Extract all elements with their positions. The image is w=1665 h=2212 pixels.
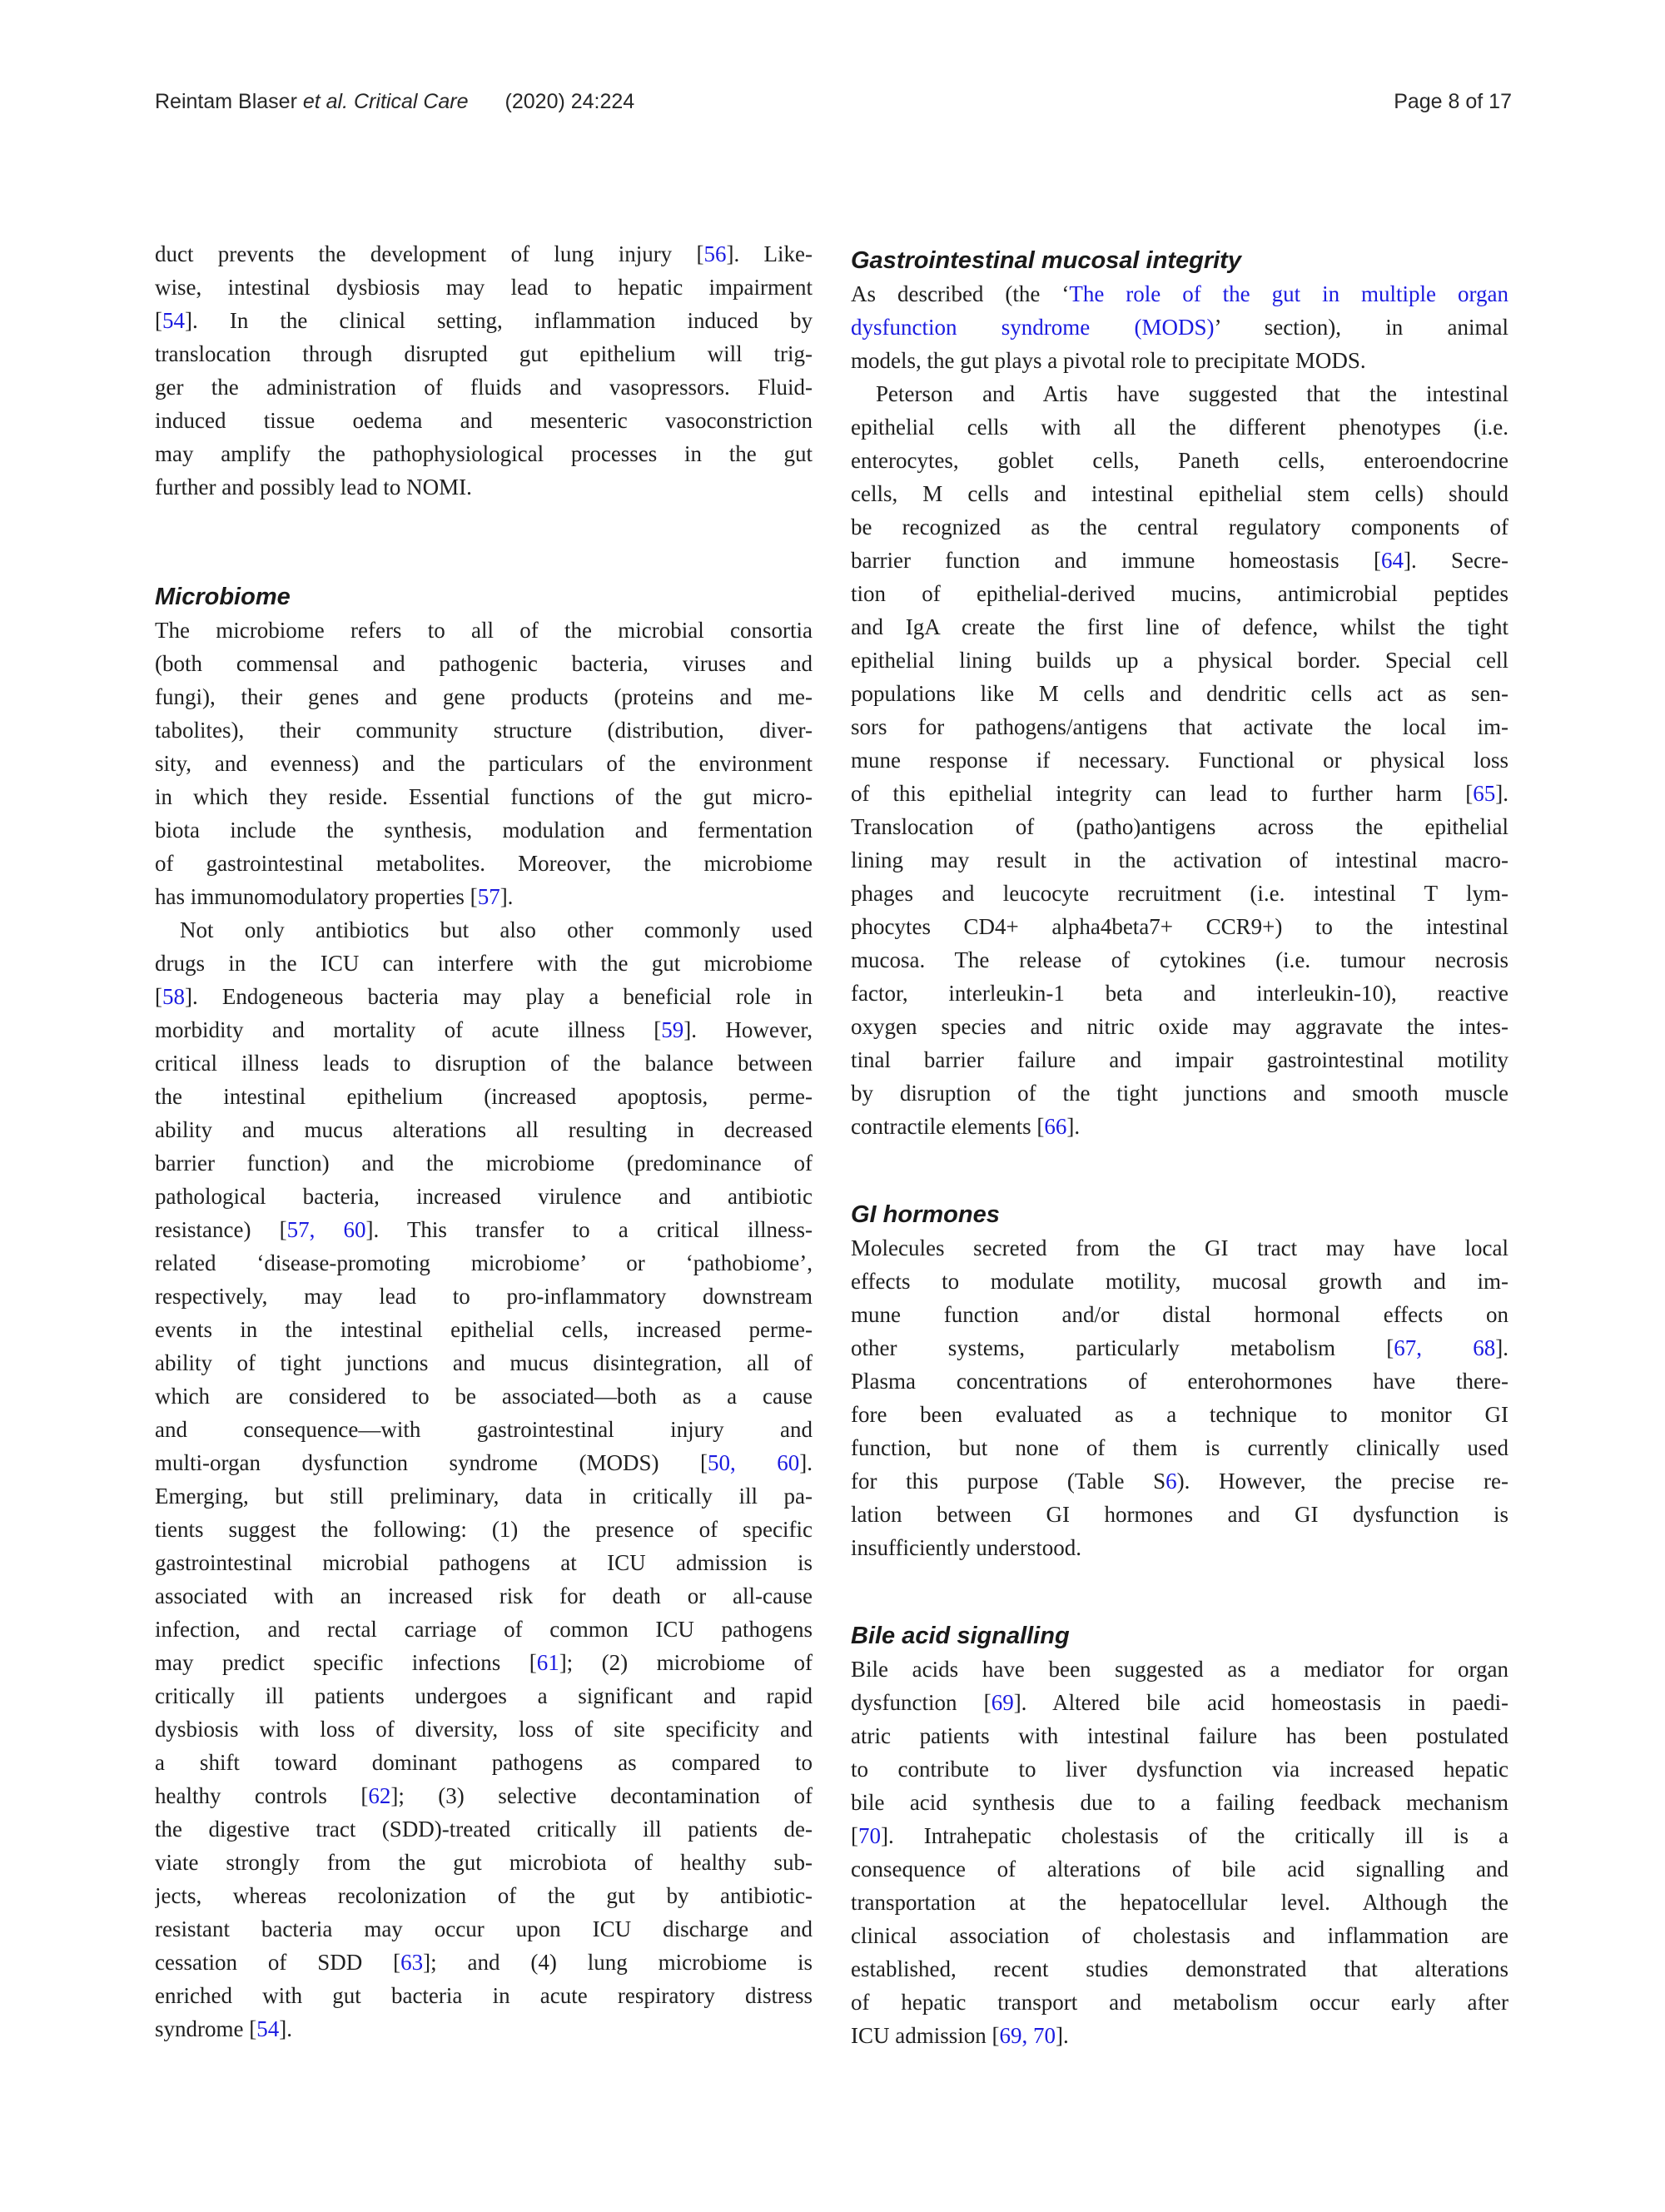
text-line: enterocytes, goblet cells, Paneth cells, enteroendocrine <box>851 448 1508 473</box>
paragraph <box>155 913 813 2045</box>
text-line: be recognized as the central regulatory components of <box>851 514 1508 539</box>
text-line: dysbiosis with loss of diversity, loss of site specificity and <box>155 1717 813 1742</box>
citation-link[interactable]: 57, 60 <box>286 1217 366 1242</box>
text-line: mucosa. The release of cytokines (i.e. tumour necrosis <box>851 947 1508 972</box>
text-line: tion of epithelial-derived mucins, antimicrobial peptides <box>851 581 1508 606</box>
text-line: dysfunction syndrome (MODS)’ section), in animal <box>851 315 1508 340</box>
citation-link[interactable]: 66 <box>1044 1114 1067 1139</box>
text-line: for this purpose (Table S6). However, the precise re- <box>851 1469 1508 1494</box>
text-line: Plasma concentrations of enterohormones have there- <box>851 1369 1508 1394</box>
citation-link[interactable]: 70 <box>858 1823 881 1848</box>
text-line: lining may result in the activation of intestinal macro- <box>851 848 1508 872</box>
text-line: consequence of alterations of bile acid signalling and <box>851 1857 1508 1881</box>
text-line: ger the administration of fluids and vasopressors. Fluid- <box>155 375 813 400</box>
text-line: multi-organ dysfunction syndrome (MODS) [50, 60]. <box>155 1450 813 1475</box>
paragraph <box>851 377 1508 1143</box>
section-heading: Microbiome <box>155 584 291 610</box>
text-line: in which they reside. Essential functions of the gut micro- <box>155 784 813 809</box>
text-line: sors for pathogens/antigens that activate the local im- <box>851 714 1508 739</box>
text-line: barrier function) and the microbiome (predominance of <box>155 1151 813 1176</box>
text-line: further and possibly lead to NOMI. <box>155 475 472 500</box>
running-title-issue: (2020) 24:224 <box>504 90 635 113</box>
column-left <box>155 237 813 2045</box>
text-line: lation between GI hormones and GI dysfunction is <box>851 1502 1508 1527</box>
text-line: jects, whereas recolonization of the gut by antibiotic- <box>155 1883 813 1908</box>
text-line: [70]. Intrahepatic cholestasis of the critically ill is a <box>851 1823 1508 1848</box>
text-line: mune response if necessary. Functional or physical loss <box>851 748 1508 773</box>
text-line: biota include the synthesis, modulation and fermentation <box>155 818 813 843</box>
text-line: As described (the ‘The role of the gut in multiple organ <box>851 281 1508 306</box>
text-line: dysfunction [69]. Altered bile acid homeostasis in paedi- <box>851 1690 1508 1715</box>
text-line: infection, and rectal carriage of common ICU pathogens <box>155 1617 813 1642</box>
text-line: induced tissue oedema and mesenteric vasoconstriction <box>155 408 813 433</box>
section-link[interactable]: The role of the gut in multiple organ <box>1069 281 1508 306</box>
text-line: phocytes CD4+ alpha4beta7+ CCR9+) to the intestinal <box>851 914 1508 939</box>
text-line: and IgA create the first line of defence, whilst the tight <box>851 614 1508 639</box>
text-line: events in the intestinal epithelial cells, increased perme- <box>155 1317 813 1342</box>
section-heading: Gastrointestinal mucosal integrity <box>851 247 1241 274</box>
text-line: resistance) [57, 60]. This transfer to a critical illness- <box>155 1217 813 1242</box>
citation-link[interactable]: 63 <box>400 1950 424 1975</box>
text-line: cessation of SDD [63]; and (4) lung microbiome is <box>155 1950 813 1975</box>
citation-link[interactable]: 65 <box>1473 781 1496 806</box>
text-line: clinical association of cholestasis and inflammation are <box>851 1923 1508 1948</box>
text-line: oxygen species and nitric oxide may aggravate the intes- <box>851 1014 1508 1039</box>
paragraph <box>155 237 813 504</box>
running-title-journal: et al. Critical Care <box>302 90 469 113</box>
text-line: of this epithelial integrity can lead to further harm [65]. <box>851 781 1508 806</box>
text-line: function, but none of them is currently clinically used <box>851 1435 1508 1460</box>
text-line: effects to modulate motility, mucosal growth and im- <box>851 1269 1508 1294</box>
text-line: ability of tight junctions and mucus disintegration, all of <box>155 1350 813 1375</box>
text-line: mune function and/or distal hormonal effects on <box>851 1302 1508 1327</box>
text-line: models, the gut plays a pivotal role to precipitate MODS. <box>851 348 1366 373</box>
text-line: Peterson and Artis have suggested that the intestinal <box>876 381 1508 406</box>
citation-link[interactable]: 69 <box>991 1690 1014 1715</box>
text-line: epithelial lining builds up a physical border. Special cell <box>851 648 1508 673</box>
citation-link[interactable]: 6 <box>1166 1469 1177 1494</box>
text-line: duct prevents the development of lung injury [56]. Like- <box>155 241 813 266</box>
text-line: tinal barrier failure and impair gastrointestinal motility <box>851 1047 1508 1072</box>
text-line: resistant bacteria may occur upon ICU discharge and <box>155 1916 813 1941</box>
citation-link[interactable]: 57 <box>477 884 500 909</box>
text-line: cells, M cells and intestinal epithelial stem cells) should <box>851 481 1508 506</box>
text-line: bile acid synthesis due to a failing feedback mechanism <box>851 1790 1508 1815</box>
citation-link[interactable]: 59 <box>661 1017 684 1042</box>
text-line: Translocation of (patho)antigens across the epithelial <box>851 814 1508 839</box>
paragraph <box>851 1231 1508 1564</box>
paragraph <box>851 277 1508 377</box>
text-line: tients suggest the following: (1) the presence of specific <box>155 1517 813 1542</box>
text-line: [58]. Endogeneous bacteria may play a beneficial role in <box>155 984 813 1009</box>
text-line: translocation through disrupted gut epithelium will trig- <box>155 341 813 366</box>
text-line: populations like M cells and dendritic cells act as sen- <box>851 681 1508 706</box>
text-line: drugs in the ICU can interfere with the gut microbiome <box>155 951 813 976</box>
text-line: other systems, particularly metabolism [67, 68]. <box>851 1335 1508 1360</box>
text-line: gastrointestinal microbial pathogens at ICU admission is <box>155 1550 813 1575</box>
text-line: enriched with gut bacteria in acute respiratory distress <box>155 1983 813 2008</box>
text-line: fungi), their genes and gene products (proteins and me- <box>155 684 813 709</box>
text-line: may predict specific infections [61]; (2) microbiome of <box>155 1650 813 1675</box>
running-title <box>155 90 634 114</box>
citation-link[interactable]: 54 <box>162 308 185 333</box>
page-header <box>155 90 1512 114</box>
text-line: The microbiome refers to all of the microbial consortia <box>155 618 813 643</box>
text-line: pathological bacteria, increased virulence and antibiotic <box>155 1184 813 1209</box>
text-line: the digestive tract (SDD)-treated critically ill patients de- <box>155 1817 813 1842</box>
paragraph <box>155 614 813 913</box>
running-title-authors: Reintam Blaser <box>155 90 297 113</box>
text-line: may amplify the pathophysiological processes in the gut <box>155 441 813 466</box>
citation-link[interactable]: 61 <box>536 1650 559 1675</box>
text-line: the intestinal epithelium (increased apoptosis, perme- <box>155 1084 813 1109</box>
text-line: transportation at the hepatocellular level. Although the <box>851 1890 1508 1915</box>
text-line: viate strongly from the gut microbiota of healthy sub- <box>155 1850 813 1875</box>
text-line: Emerging, but still preliminary, data in critically ill pa- <box>155 1484 813 1509</box>
text-line: to contribute to liver dysfunction via increased hepatic <box>851 1757 1508 1782</box>
text-line: of gastrointestinal metabolites. Moreover, the microbiome <box>155 851 813 876</box>
text-line: fore been evaluated as a technique to monitor GI <box>851 1402 1508 1427</box>
text-line: critically ill patients undergoes a significant and rapid <box>155 1683 813 1708</box>
text-line: established, recent studies demonstrated that alterations <box>851 1956 1508 1981</box>
text-line: factor, interleukin-1 beta and interleukin-10), reactive <box>851 981 1508 1006</box>
text-line: (both commensal and pathogenic bacteria, viruses and <box>155 651 813 676</box>
citation-link[interactable]: 54 <box>256 2016 280 2041</box>
text-line: wise, intestinal dysbiosis may lead to hepatic impairment <box>155 275 813 300</box>
text-line: epithelial cells with all the different phenotypes (i.e. <box>851 415 1508 440</box>
text-line: associated with an increased risk for death or all-cause <box>155 1583 813 1608</box>
column-right <box>851 244 1508 2052</box>
text-line: related ‘disease-promoting microbiome’ or ‘pathobiome’, <box>155 1250 813 1275</box>
text-line: [54]. In the clinical setting, inflammation induced by <box>155 308 813 333</box>
text-line: morbidity and mortality of acute illness [59]. However, <box>155 1017 813 1042</box>
text-line: tabolites), their community structure (distribution, diver- <box>155 718 813 743</box>
text-line: ability and mucus alterations all resulting in decreased <box>155 1117 813 1142</box>
text-line: which are considered to be associated—both as a cause <box>155 1384 813 1409</box>
text-line: and consequence—with gastrointestinal injury and <box>155 1417 813 1442</box>
text-line: contractile elements [66]. <box>851 1114 1081 1139</box>
text-line: phages and leucocyte recruitment (i.e. intestinal T lym- <box>851 881 1508 906</box>
citation-link[interactable]: 58 <box>162 984 185 1009</box>
citation-link[interactable]: 50, 60 <box>708 1450 800 1475</box>
text-line: critical illness leads to disruption of the balance between <box>155 1051 813 1076</box>
text-line: has immunomodulatory properties [57]. <box>155 884 514 909</box>
citation-link[interactable]: 67, 68 <box>1394 1335 1496 1360</box>
citation-link[interactable]: 62 <box>368 1783 391 1808</box>
text-line: respectively, may lead to pro-inflammatory downstream <box>155 1284 813 1309</box>
text-line: by disruption of the tight junctions and smooth muscle <box>851 1081 1508 1106</box>
text-line: sity, and evenness) and the particulars of the environment <box>155 751 813 776</box>
section-heading: GI hormones <box>851 1201 1000 1228</box>
citation-link[interactable]: 56 <box>703 241 727 266</box>
text-line: atric patients with intestinal failure has been postulated <box>851 1723 1508 1748</box>
paragraph <box>851 1653 1508 2052</box>
text-line: healthy controls [62]; (3) selective decontamination of <box>155 1783 813 1808</box>
text-line: a shift toward dominant pathogens as compared to <box>155 1750 813 1775</box>
section-heading: Bile acid signalling <box>851 1623 1070 1649</box>
text-line: barrier function and immune homeostasis [64]. Secre- <box>851 548 1508 573</box>
text-line: Not only antibiotics but also other commonly used <box>180 917 813 942</box>
citation-link[interactable]: 64 <box>1380 548 1404 573</box>
text-line: Bile acids have been suggested as a mediator for organ <box>851 1657 1508 1682</box>
text-line: insufficiently understood. <box>851 1535 1081 1560</box>
text-line: syndrome [54]. <box>155 2016 292 2041</box>
page-number: Page 8 of 17 <box>1394 90 1512 113</box>
section-link[interactable]: dysfunction syndrome (MODS) <box>851 315 1215 340</box>
text-line: ICU admission [69, 70]. <box>851 2023 1069 2048</box>
text-line: of hepatic transport and metabolism occur early after <box>851 1990 1508 2015</box>
citation-link[interactable]: 69, 70 <box>999 2023 1056 2048</box>
text-line: Molecules secreted from the GI tract may have local <box>851 1235 1508 1260</box>
